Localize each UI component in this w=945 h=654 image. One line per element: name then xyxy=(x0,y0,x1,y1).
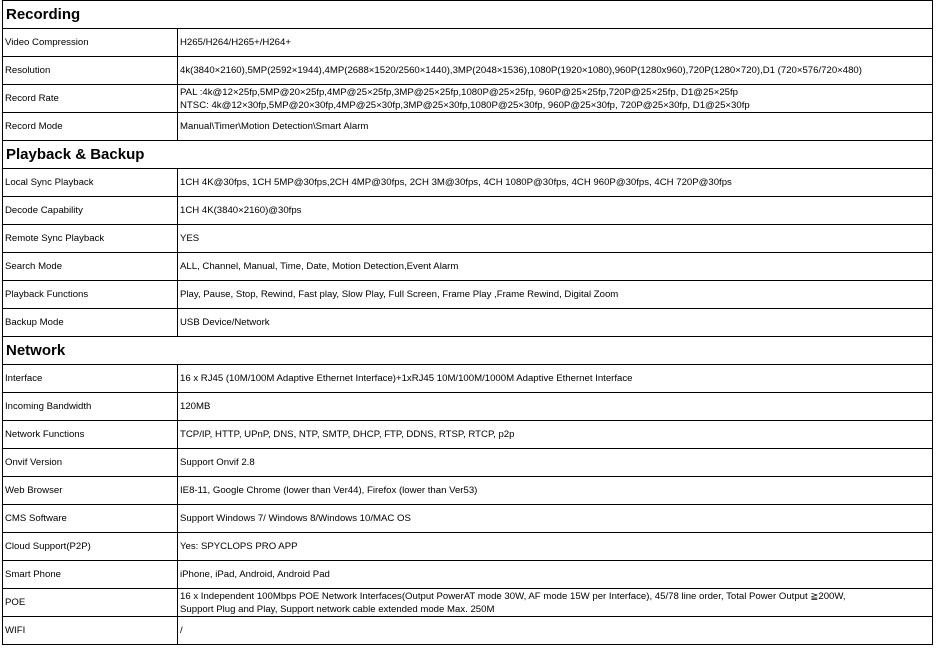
spec-value xyxy=(178,393,933,421)
section-title: Playback & Backup xyxy=(3,141,933,169)
spec-table xyxy=(2,0,933,645)
spec-label: Remote Sync Playback xyxy=(3,225,178,253)
spec-value xyxy=(178,309,933,337)
spec-value xyxy=(178,85,933,113)
spec-row xyxy=(3,309,933,337)
spec-label: Resolution xyxy=(3,57,178,85)
spec-row xyxy=(3,533,933,561)
spec-row xyxy=(3,477,933,505)
spec-value xyxy=(178,113,933,141)
spec-label: Record Rate xyxy=(3,85,178,113)
spec-value xyxy=(178,281,933,309)
spec-label: Record Mode xyxy=(3,113,178,141)
spec-value-line: Yes: SPYCLOPS PRO APP xyxy=(180,541,298,552)
spec-label: Cloud Support(P2P) xyxy=(3,533,178,561)
spec-row xyxy=(3,561,933,589)
spec-value-line: Play, Pause, Stop, Rewind, Fast play, Slow Play, Full Screen, Frame Play ,Frame Rewind, Digital Zoom xyxy=(180,289,619,300)
spec-value xyxy=(178,617,933,645)
spec-row xyxy=(3,589,933,617)
spec-value-line: / xyxy=(180,625,183,636)
spec-value-line: IE8-11, Google Chrome (lower than Ver44), Firefox (lower than Ver53) xyxy=(180,485,478,496)
section-title: Network xyxy=(3,337,933,365)
section-header xyxy=(3,337,933,365)
spec-value xyxy=(178,589,933,617)
spec-row xyxy=(3,617,933,645)
spec-label: Video Compression xyxy=(3,29,178,57)
spec-value-line: H265/H264/H265+/H264+ xyxy=(180,37,291,48)
spec-value-line: YES xyxy=(180,233,200,244)
section-header xyxy=(3,1,933,29)
spec-value xyxy=(178,225,933,253)
spec-value-line: ALL, Channel, Manual, Time, Date, Motion Detection,Event Alarm xyxy=(180,261,459,272)
spec-value-line: Support Plug and Play, Support network cable extended mode Max. 250M xyxy=(180,603,495,615)
spec-value-line: Support Onvif 2.8 xyxy=(180,457,255,468)
spec-row xyxy=(3,225,933,253)
spec-row xyxy=(3,253,933,281)
spec-value xyxy=(178,477,933,505)
spec-label: Network Functions xyxy=(3,421,178,449)
spec-row xyxy=(3,393,933,421)
spec-value xyxy=(178,449,933,477)
spec-label: Local Sync Playback xyxy=(3,169,178,197)
spec-label: Decode Capability xyxy=(3,197,178,225)
section-header xyxy=(3,141,933,169)
spec-label: Onvif Version xyxy=(3,449,178,477)
spec-row xyxy=(3,197,933,225)
spec-row xyxy=(3,365,933,393)
spec-row xyxy=(3,449,933,477)
spec-value xyxy=(178,57,933,85)
spec-value-line: PAL :4k@12×25fp,5MP@20×25fp,4MP@25×25fp,3MP@25×25fp,1080P@25×25fp, 960P@25×25fp,720P@25×25fp, D1@25×25fp xyxy=(180,86,738,98)
spec-label: Smart Phone xyxy=(3,561,178,589)
spec-value xyxy=(178,29,933,57)
spec-label: Backup Mode xyxy=(3,309,178,337)
spec-row xyxy=(3,29,933,57)
spec-value-line: Manual\Timer\Motion Detection\Smart Alarm xyxy=(180,121,369,132)
spec-label: Incoming Bandwidth xyxy=(3,393,178,421)
spec-row xyxy=(3,85,933,113)
spec-row xyxy=(3,57,933,85)
spec-value-line: USB Device/Network xyxy=(180,317,270,328)
spec-sheet xyxy=(2,0,932,654)
spec-value xyxy=(178,421,933,449)
spec-value-line: 1CH 4K(3840×2160)@30fps xyxy=(180,205,302,216)
spec-value xyxy=(178,169,933,197)
section-title: Recording xyxy=(3,1,933,29)
spec-value-line: TCP/IP, HTTP, UPnP, DNS, NTP, SMTP, DHCP, FTP, DDNS, RTSP, RTCP, p2p xyxy=(180,429,515,440)
spec-value-line: 16 x Independent 100Mbps POE Network Interfaces(Output PowerAT mode 30W, AF mode 15W per Interface), 45/78 line order, Total Power Output ≧200W, xyxy=(180,590,846,602)
spec-label: POE xyxy=(3,589,178,617)
spec-value-line: 16 x RJ45 (10M/100M Adaptive Ethernet Interface)+1xRJ45 10M/100M/1000M Adaptive Ethernet Interface xyxy=(180,373,633,384)
spec-label: Web Browser xyxy=(3,477,178,505)
spec-value xyxy=(178,365,933,393)
spec-value xyxy=(178,533,933,561)
spec-row xyxy=(3,505,933,533)
spec-label: CMS Software xyxy=(3,505,178,533)
spec-row xyxy=(3,421,933,449)
spec-label: Playback Functions xyxy=(3,281,178,309)
spec-value-line: 1CH 4K@30fps, 1CH 5MP@30fps,2CH 4MP@30fps, 2CH 3M@30fps, 4CH 1080P@30fps, 4CH 960P@30fps, 4CH 720P@30fps xyxy=(180,177,732,188)
spec-label: WIFI xyxy=(3,617,178,645)
spec-value-line: 120MB xyxy=(180,401,211,412)
spec-value xyxy=(178,561,933,589)
spec-row xyxy=(3,113,933,141)
spec-label: Search Mode xyxy=(3,253,178,281)
spec-value xyxy=(178,505,933,533)
spec-label: Interface xyxy=(3,365,178,393)
spec-row xyxy=(3,169,933,197)
spec-row xyxy=(3,281,933,309)
spec-value-line: Support Windows 7/ Windows 8/Windows 10/MAC OS xyxy=(180,513,411,524)
spec-value xyxy=(178,197,933,225)
spec-value-line: 4k(3840×2160),5MP(2592×1944),4MP(2688×1520/2560×1440),3MP(2048×1536),1080P(1920×1080),960P(1280x960),720P(1280×720),D1 (720×576/720×480) xyxy=(180,65,862,76)
spec-value-line: NTSC: 4k@12×30fp,5MP@20×30fp,4MP@25×30fp,3MP@25×30fp,1080P@25×30fp, 960P@25×30fp, 720P@25×30fp, D1@25×30fp xyxy=(180,99,750,111)
spec-value xyxy=(178,253,933,281)
spec-value-line: iPhone, iPad, Android, Android Pad xyxy=(180,569,330,580)
